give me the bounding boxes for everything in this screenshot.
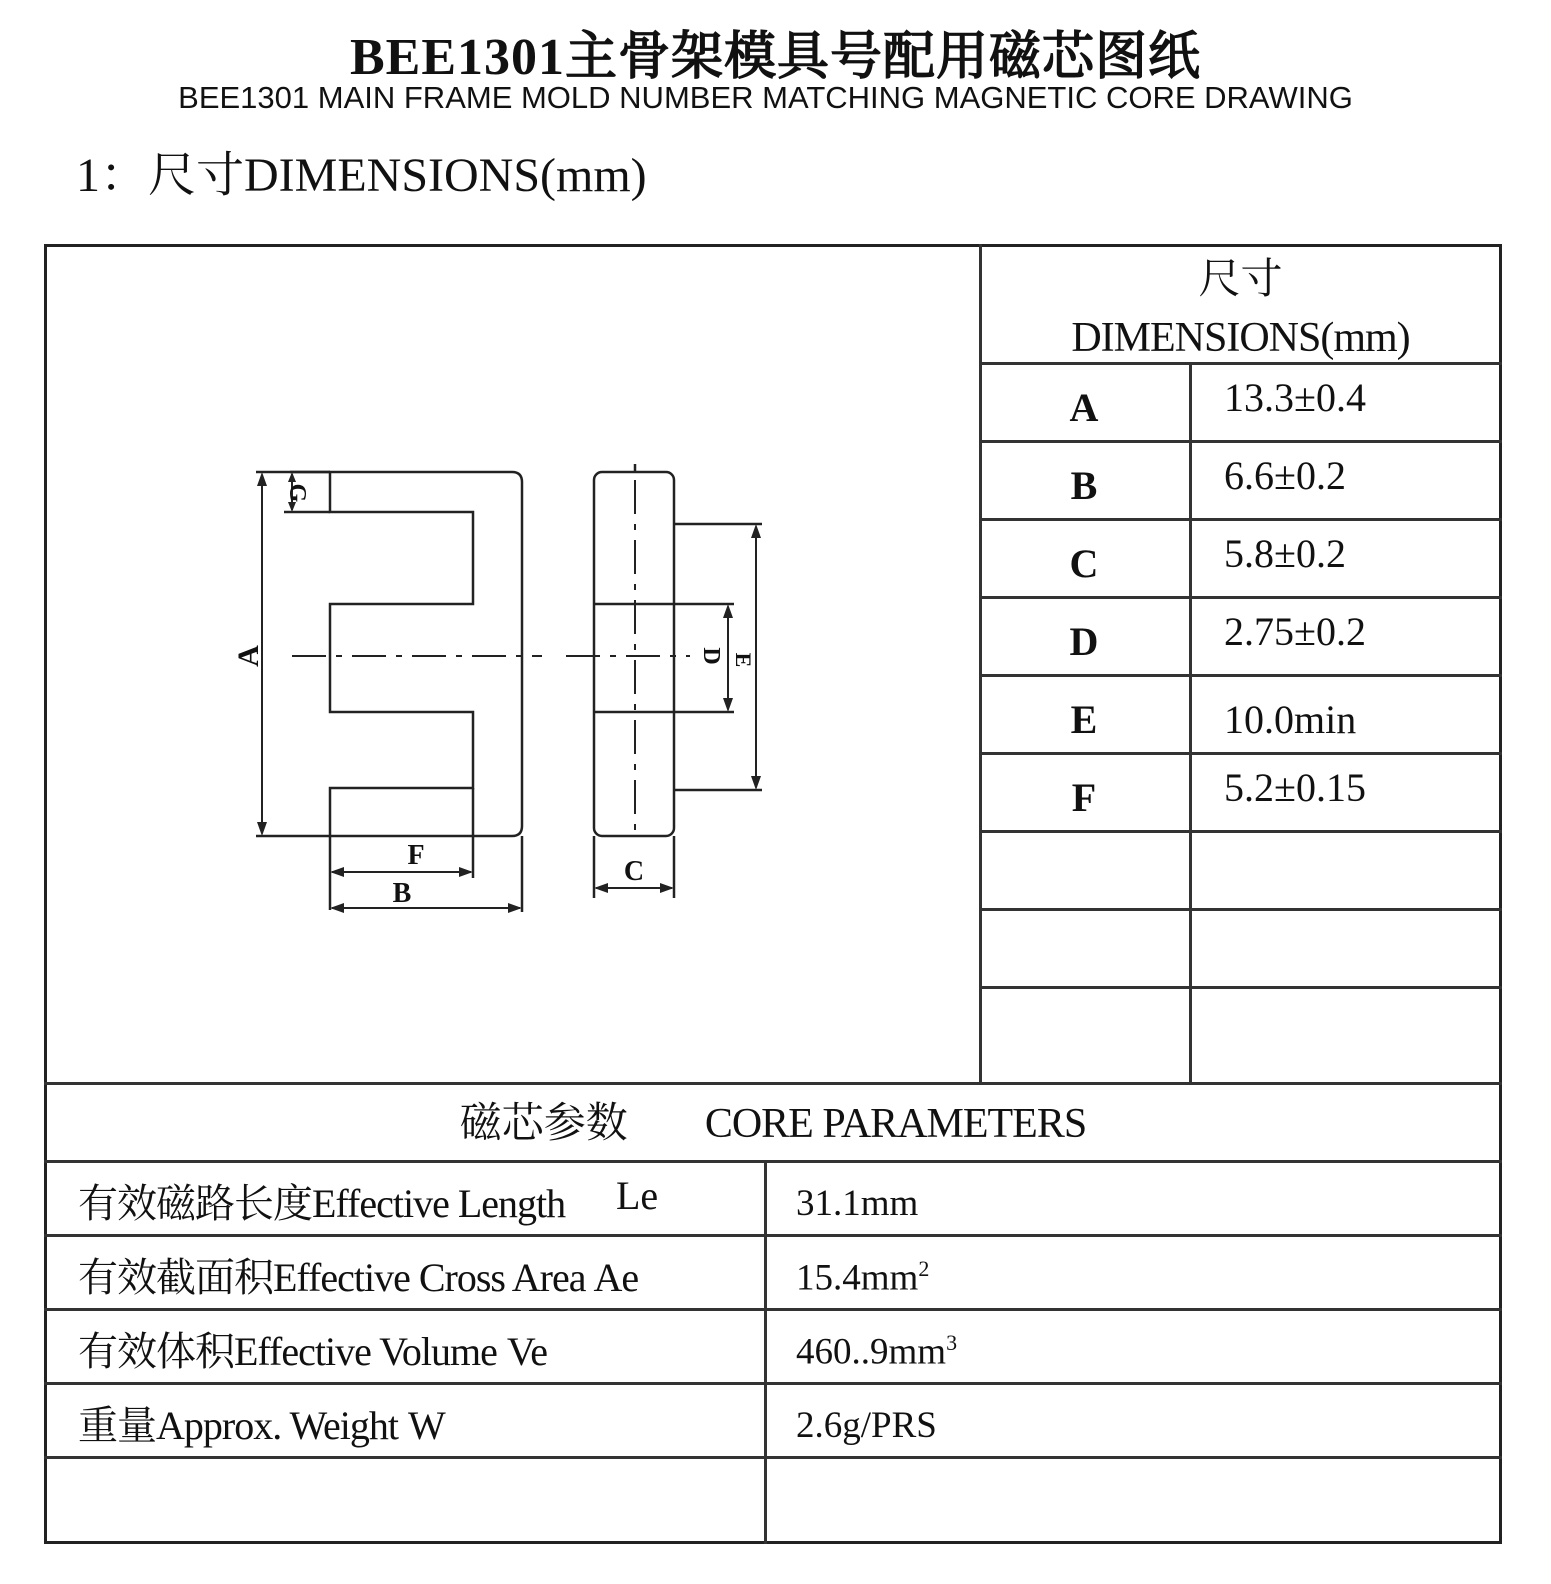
param-name-w: [78, 1394, 445, 1451]
drawing-label-c: C: [623, 856, 645, 887]
param-name-ae: [78, 1246, 638, 1303]
dim-row-line: [979, 986, 1502, 989]
a-arrow-bottom: [257, 822, 267, 836]
param-symbol-le: Le: [616, 1173, 659, 1218]
dim-row-line: [979, 518, 1502, 521]
param-symbol-ae: Ae: [593, 1255, 639, 1300]
title-english: BEE1301 MAIN FRAME MOLD NUMBER MATCHING MAGNETIC CORE DRAWING: [178, 80, 1353, 115]
divider-param-columns: [764, 1160, 767, 1544]
param-name-ve-text: 有效体积Effective Volume: [78, 1329, 497, 1374]
e-arrow-bottom: [751, 776, 761, 790]
section-heading: 1：尺寸DIMENSIONS(mm): [76, 149, 647, 202]
drawing-label-b: B: [392, 878, 412, 909]
param-value-ve-exponent: 3: [946, 1330, 958, 1355]
dim-label-b: B: [1070, 463, 1098, 508]
dim-row-line: [979, 596, 1502, 599]
e-arrow-top: [751, 524, 761, 538]
param-value-ve-text: 460..9mm: [796, 1331, 947, 1373]
dim-row-line: [979, 830, 1502, 833]
param-value-ae-exponent: 2: [918, 1256, 930, 1281]
dim-row-line: [979, 908, 1502, 911]
c-arrow-right: [660, 883, 674, 893]
param-value-le-text: 31.1mm: [796, 1183, 919, 1224]
dim-value-c: 5.8±0.2: [1224, 531, 1346, 576]
param-value-ve: [796, 1330, 957, 1373]
g-arrow-bottom: [288, 502, 296, 512]
dim-label-c: C: [1069, 541, 1099, 586]
dim-value-a: 13.3±0.4: [1224, 375, 1366, 420]
param-row-line: [44, 1382, 1502, 1385]
f-arrow-left: [330, 867, 344, 877]
dim-row-line: [979, 752, 1502, 755]
d-arrow-top: [723, 604, 733, 618]
dim-header-cn: 尺寸: [1198, 257, 1283, 303]
dim-value-d: 2.75±0.2: [1224, 609, 1366, 654]
g-arrow-top: [288, 472, 296, 482]
param-symbol-ve: Ve: [506, 1329, 548, 1374]
drawing-label-g: G: [284, 483, 310, 503]
divider-dim-columns: [1189, 364, 1192, 1084]
parameters-header-cn: 磁芯参数: [459, 1101, 628, 1147]
parameters-header-en: CORE PARAMETERS: [704, 1101, 1087, 1147]
param-name-le: 有效磁路长度Effective Length: [78, 1181, 566, 1226]
b-arrow-right: [508, 903, 522, 913]
param-value-w-text: 2.6g/PRS: [796, 1405, 937, 1446]
dim-label-d: D: [1069, 619, 1099, 664]
a-arrow-top: [257, 472, 267, 486]
dim-label-f: F: [1071, 775, 1097, 820]
title-chinese: BEE1301主骨架模具号配用磁芯图纸: [349, 29, 1202, 86]
f-arrow-right: [459, 867, 473, 877]
parameters-header-line: [44, 1160, 1502, 1163]
param-value-ae-text: 15.4mm: [796, 1257, 919, 1299]
drawing-label-f: F: [407, 840, 425, 871]
param-name-ve: [78, 1320, 547, 1377]
d-arrow-bottom: [723, 698, 733, 712]
param-row-line: [44, 1308, 1502, 1311]
dim-header-en: DIMENSIONS(mm): [1071, 315, 1410, 361]
param-value-w: [796, 1404, 937, 1447]
b-arrow-left: [330, 903, 344, 913]
dim-value-f: 5.2±0.15: [1224, 765, 1366, 810]
dim-value-b: 6.6±0.2: [1224, 453, 1346, 498]
param-row-line: [44, 1456, 1502, 1459]
param-name-ae-text: 有效截面积Effective Cross Area: [78, 1255, 586, 1300]
c-arrow-left: [594, 883, 608, 893]
drawing-label-d: D: [698, 647, 724, 665]
dim-header-line: [979, 362, 1502, 365]
drawing-label-e: E: [731, 652, 756, 668]
param-value-le: [796, 1182, 918, 1225]
param-row-line: [44, 1234, 1502, 1237]
drawing-label-a: A: [232, 645, 265, 667]
dim-value-e: 10.0min: [1224, 697, 1357, 742]
dim-row-line: [979, 440, 1502, 443]
divider-drawing-table: [979, 244, 982, 1084]
parameters-top-line: [44, 1082, 1502, 1085]
core-drawing: [220, 460, 800, 930]
param-symbol-w: W: [408, 1403, 445, 1448]
parameters-header: [44, 1090, 1502, 1150]
param-value-ae: [796, 1256, 929, 1299]
dim-row-line: [979, 674, 1502, 677]
dim-label-e: E: [1070, 697, 1098, 742]
param-name-w-text: 重量Approx. Weight: [78, 1403, 399, 1448]
e-core-outline: [330, 472, 522, 836]
dim-label-a: A: [1069, 385, 1099, 430]
